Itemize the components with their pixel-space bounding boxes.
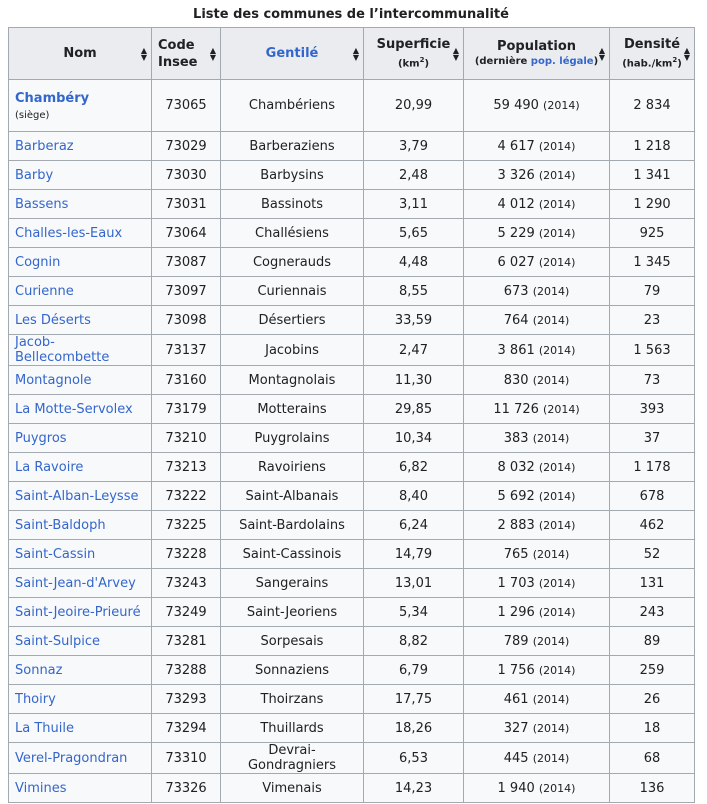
cell-code-insee: 73213 (152, 453, 221, 482)
cell-superficie: 14,79 (364, 540, 464, 569)
cell-superficie: 6,24 (364, 511, 464, 540)
cell-superficie: 2,47 (364, 335, 464, 366)
cell-gentile: Sorpesais (221, 627, 364, 656)
population-year: (2014) (532, 721, 570, 735)
column-header-superficie-label: Superficie (376, 36, 451, 52)
table-row (9, 453, 695, 482)
column-header-population[interactable] (464, 28, 610, 80)
cell-population (464, 511, 610, 540)
cell-nom (9, 627, 152, 656)
sort-icon[interactable]: ▲ ▼ (352, 45, 359, 62)
table-row (9, 482, 695, 511)
cell-code-insee: 73225 (152, 511, 221, 540)
cell-superficie: 5,34 (364, 598, 464, 627)
commune-link[interactable]: Les Déserts (15, 312, 91, 328)
cell-superficie: 6,79 (364, 656, 464, 685)
cell-densite: 243 (610, 598, 695, 627)
population-value: 1 756 (497, 662, 535, 678)
table-row (9, 569, 695, 598)
population-value: 830 (503, 372, 529, 388)
table-row (9, 743, 695, 774)
cell-gentile: Bassinots (221, 190, 364, 219)
cell-densite: 1 341 (610, 161, 695, 190)
column-header-nom-label: Nom (63, 46, 97, 61)
cell-code-insee: 73281 (152, 627, 221, 656)
commune-link[interactable]: Barby (15, 167, 54, 183)
population-value: 764 (503, 312, 529, 328)
column-header-gentile[interactable] (221, 28, 364, 80)
cell-nom (9, 685, 152, 714)
table-header-row (9, 28, 695, 80)
column-header-code-line1: Code (158, 37, 195, 53)
cell-population (464, 424, 610, 453)
cell-superficie: 4,48 (364, 248, 464, 277)
table-caption: Liste des communes de l’intercommunalité (193, 7, 509, 22)
population-value: 327 (503, 720, 529, 736)
cell-superficie: 6,53 (364, 743, 464, 774)
cell-gentile: Sonnaziens (221, 656, 364, 685)
sort-icon[interactable]: ▲ ▼ (598, 45, 605, 62)
table-row (9, 424, 695, 453)
cell-population (464, 132, 610, 161)
cell-superficie: 17,75 (364, 685, 464, 714)
population-value: 673 (503, 283, 529, 299)
cell-code-insee: 73098 (152, 306, 221, 335)
cell-nom (9, 395, 152, 424)
population-value: 789 (503, 633, 529, 649)
population-value: 8 032 (497, 459, 535, 475)
commune-link[interactable]: Verel-Pragondran (15, 750, 128, 766)
table-row (9, 598, 695, 627)
cell-densite: 678 (610, 482, 695, 511)
sort-icon[interactable]: ▲ ▼ (683, 45, 690, 62)
column-header-population-sub: (dernière pop. légale) (474, 56, 599, 67)
table-row (9, 540, 695, 569)
cell-superficie: 29,85 (364, 395, 464, 424)
commune-link[interactable]: Saint-Alban-Leysse (15, 488, 139, 504)
cell-nom (9, 598, 152, 627)
cell-gentile: Désertiers (221, 306, 364, 335)
population-year: (2014) (538, 605, 576, 619)
cell-nom (9, 482, 152, 511)
cell-densite: 1 345 (610, 248, 695, 277)
cell-densite: 37 (610, 424, 695, 453)
population-year: (2014) (538, 576, 576, 590)
commune-link[interactable]: La Motte-Servolex (15, 401, 133, 417)
cell-code-insee: 73179 (152, 395, 221, 424)
population-value: 4 012 (497, 196, 535, 212)
population-value: 4 617 (497, 138, 535, 154)
population-value: 59 490 (493, 98, 539, 113)
commune-link[interactable]: Puygros (15, 430, 67, 446)
cell-population (464, 277, 610, 306)
commune-link[interactable]: Saint-Cassin (15, 546, 96, 562)
cell-gentile: Chambériens (221, 80, 364, 132)
siege-label: (siège) (15, 109, 50, 121)
cell-superficie: 8,55 (364, 277, 464, 306)
population-value: 5 692 (497, 488, 535, 504)
table-row (9, 132, 695, 161)
table-row (9, 656, 695, 685)
table-row (9, 248, 695, 277)
population-value: 11 726 (493, 401, 539, 417)
table-row (9, 714, 695, 743)
cell-nom (9, 511, 152, 540)
commune-link[interactable]: Curienne (15, 283, 74, 299)
table-row (9, 219, 695, 248)
cell-nom (9, 453, 152, 482)
cell-densite: 925 (610, 219, 695, 248)
cell-gentile: Barbysins (221, 161, 364, 190)
table-row (9, 395, 695, 424)
cell-nom (9, 540, 152, 569)
cell-superficie: 2,48 (364, 161, 464, 190)
table-row (9, 190, 695, 219)
cell-code-insee: 73293 (152, 685, 221, 714)
cell-gentile: Curiennais (221, 277, 364, 306)
commune-link[interactable]: Thoiry (15, 691, 56, 707)
cell-code-insee: 73064 (152, 219, 221, 248)
cell-population (464, 366, 610, 395)
cell-densite: 136 (610, 774, 695, 803)
cell-superficie: 8,82 (364, 627, 464, 656)
table-row (9, 366, 695, 395)
cell-gentile: Motterains (221, 395, 364, 424)
column-header-superficie[interactable] (364, 28, 464, 80)
cell-densite: 73 (610, 366, 695, 395)
population-value: 765 (503, 546, 529, 562)
cell-densite: 89 (610, 627, 695, 656)
table-row (9, 774, 695, 803)
population-value: 1 703 (497, 575, 535, 591)
cell-population (464, 453, 610, 482)
cell-population (464, 395, 610, 424)
population-year: (2014) (538, 197, 576, 211)
population-value: 3 861 (497, 342, 535, 358)
communes-table (8, 27, 695, 803)
cell-code-insee: 73222 (152, 482, 221, 511)
table-body (9, 80, 695, 803)
commune-link[interactable]: Chambéry (15, 90, 90, 106)
commune-link[interactable]: La Ravoire (15, 459, 84, 475)
population-year: (2014) (532, 751, 570, 765)
cell-population (464, 714, 610, 743)
table-row (9, 627, 695, 656)
cell-densite: 1 178 (610, 453, 695, 482)
cell-population (464, 656, 610, 685)
cell-nom (9, 190, 152, 219)
cell-superficie: 18,26 (364, 714, 464, 743)
column-header-nom[interactable] (9, 28, 152, 80)
column-header-code-line2: Insee (158, 54, 198, 70)
population-year: (2014) (532, 547, 570, 561)
population-year: (2014) (538, 255, 576, 269)
population-value: 2 883 (497, 517, 535, 533)
cell-population (464, 306, 610, 335)
cell-nom (9, 335, 152, 366)
cell-population (464, 540, 610, 569)
pop-legale-link[interactable]: pop. légale (530, 56, 594, 67)
cell-densite: 79 (610, 277, 695, 306)
population-year: (2014) (532, 692, 570, 706)
cell-gentile: Vimenais (221, 774, 364, 803)
cell-gentile: Ravoiriens (221, 453, 364, 482)
table-row (9, 161, 695, 190)
sort-icon[interactable]: ▲ ▼ (140, 45, 147, 62)
cell-densite: 462 (610, 511, 695, 540)
cell-densite: 68 (610, 743, 695, 774)
population-year: (2014) (538, 226, 576, 240)
cell-code-insee: 73065 (152, 80, 221, 132)
cell-superficie: 8,40 (364, 482, 464, 511)
table-row (9, 335, 695, 366)
commune-link[interactable]: Vimines (15, 780, 67, 796)
cell-densite: 52 (610, 540, 695, 569)
cell-gentile: Cognerauds (221, 248, 364, 277)
cell-superficie: 3,79 (364, 132, 464, 161)
sort-icon[interactable]: ▲ ▼ (209, 45, 216, 62)
table-row (9, 511, 695, 540)
cell-superficie: 5,65 (364, 219, 464, 248)
cell-densite: 393 (610, 395, 695, 424)
cell-superficie: 6,82 (364, 453, 464, 482)
cell-population (464, 482, 610, 511)
commune-link[interactable]: Jacob-Bellecombette (15, 335, 110, 365)
commune-link[interactable]: Saint-Sulpice (15, 633, 100, 649)
population-value: 461 (503, 691, 529, 707)
table-row (9, 277, 695, 306)
cell-nom (9, 656, 152, 685)
cell-code-insee: 73210 (152, 424, 221, 453)
population-year: (2014) (538, 518, 576, 532)
column-header-densite-unit: $(hab./km^2)$ (622, 55, 682, 70)
cell-nom (9, 366, 152, 395)
cell-gentile: Challésiens (221, 219, 364, 248)
column-header-code-insee[interactable] (152, 28, 221, 80)
cell-nom (9, 743, 152, 774)
commune-link[interactable]: Bassens (15, 196, 69, 212)
cell-population (464, 190, 610, 219)
cell-gentile: Devrai-Gondragniers (221, 743, 364, 774)
cell-nom (9, 161, 152, 190)
table-row (9, 306, 695, 335)
cell-code-insee: 73288 (152, 656, 221, 685)
cell-nom (9, 306, 152, 335)
cell-gentile: Sangerains (221, 569, 364, 598)
column-header-densite[interactable] (610, 28, 695, 80)
table-row (9, 685, 695, 714)
cell-gentile: Thuillards (221, 714, 364, 743)
column-header-gentile-label[interactable]: Gentilé (265, 46, 319, 61)
sort-icon[interactable]: ▲ ▼ (452, 45, 459, 62)
cell-gentile: Puygrolains (221, 424, 364, 453)
cell-gentile: Barberaziens (221, 132, 364, 161)
column-header-densite-label: Densité (623, 36, 681, 52)
population-year: (2014) (538, 781, 576, 795)
population-value: 445 (503, 750, 529, 766)
cell-superficie: 14,23 (364, 774, 464, 803)
cell-superficie: 20,99 (364, 80, 464, 132)
cell-nom (9, 424, 152, 453)
cell-superficie: 11,30 (364, 366, 464, 395)
cell-gentile: Saint-Albanais (221, 482, 364, 511)
population-year: (2014) (532, 284, 570, 298)
cell-population (464, 598, 610, 627)
cell-gentile: Saint-Bardolains (221, 511, 364, 540)
cell-gentile: Thoirzans (221, 685, 364, 714)
cell-densite: 259 (610, 656, 695, 685)
cell-code-insee: 73243 (152, 569, 221, 598)
population-value: 5 229 (497, 225, 535, 241)
cell-code-insee: 73029 (152, 132, 221, 161)
commune-link[interactable]: Barberaz (15, 138, 74, 154)
population-year: (2014) (543, 99, 580, 112)
cell-population (464, 219, 610, 248)
cell-densite: 1 290 (610, 190, 695, 219)
population-year: (2014) (532, 431, 570, 445)
population-value: 1 296 (497, 604, 535, 620)
cell-superficie: 3,11 (364, 190, 464, 219)
cell-population (464, 743, 610, 774)
cell-code-insee: 73294 (152, 714, 221, 743)
cell-gentile: Saint-Cassinois (221, 540, 364, 569)
cell-densite: 23 (610, 306, 695, 335)
commune-link[interactable]: Montagnole (15, 372, 92, 388)
population-year: (2014) (532, 634, 570, 648)
cell-gentile: Saint-Jeoriens (221, 598, 364, 627)
cell-nom (9, 774, 152, 803)
cell-gentile: Jacobins (221, 335, 364, 366)
commune-link[interactable]: Saint-Jeoire-Prieuré (15, 604, 141, 620)
cell-densite: 18 (610, 714, 695, 743)
population-year: (2014) (538, 489, 576, 503)
cell-nom (9, 219, 152, 248)
cell-densite: 2 834 (610, 80, 695, 132)
commune-link[interactable]: Cognin (15, 254, 61, 270)
cell-nom (9, 277, 152, 306)
cell-code-insee: 73031 (152, 190, 221, 219)
population-year: (2014) (543, 402, 580, 416)
cell-population (464, 248, 610, 277)
cell-code-insee: 73326 (152, 774, 221, 803)
cell-superficie: 10,34 (364, 424, 464, 453)
population-value: 1 940 (497, 780, 535, 796)
cell-code-insee: 73097 (152, 277, 221, 306)
commune-link[interactable]: La Thuile (15, 720, 74, 736)
cell-nom (9, 714, 152, 743)
cell-densite: 1 563 (610, 335, 695, 366)
cell-code-insee: 73137 (152, 335, 221, 366)
cell-code-insee: 73030 (152, 161, 221, 190)
cell-population (464, 80, 610, 132)
population-year: (2014) (538, 663, 576, 677)
cell-densite: 131 (610, 569, 695, 598)
cell-population (464, 335, 610, 366)
cell-densite: 26 (610, 685, 695, 714)
cell-population (464, 569, 610, 598)
cell-code-insee: 73160 (152, 366, 221, 395)
cell-code-insee: 73310 (152, 743, 221, 774)
cell-nom (9, 80, 152, 132)
cell-gentile: Montagnolais (221, 366, 364, 395)
cell-superficie: 13,01 (364, 569, 464, 598)
population-value: 3 326 (497, 167, 535, 183)
population-value: 6 027 (497, 254, 535, 270)
commune-link[interactable]: Challes-les-Eaux (15, 225, 123, 241)
commune-link[interactable]: Sonnaz (15, 662, 63, 678)
population-value: 383 (503, 430, 529, 446)
cell-code-insee: 73228 (152, 540, 221, 569)
cell-population (464, 161, 610, 190)
population-year: (2014) (538, 343, 576, 357)
column-header-superficie-unit: $(km^2)$ (397, 55, 430, 70)
cell-nom (9, 569, 152, 598)
cell-superficie: 33,59 (364, 306, 464, 335)
cell-population (464, 774, 610, 803)
cell-population (464, 627, 610, 656)
population-year: (2014) (538, 168, 576, 182)
population-year: (2014) (538, 460, 576, 474)
commune-link[interactable]: Saint-Baldoph (15, 517, 106, 533)
column-header-population-label: Population (496, 39, 577, 54)
table-row (9, 80, 695, 132)
cell-code-insee: 73249 (152, 598, 221, 627)
commune-link[interactable]: Saint-Jean-d'Arvey (15, 575, 136, 591)
cell-nom (9, 132, 152, 161)
population-year: (2014) (532, 373, 570, 387)
cell-nom (9, 248, 152, 277)
population-year: (2014) (532, 313, 570, 327)
cell-densite: 1 218 (610, 132, 695, 161)
cell-population (464, 685, 610, 714)
population-year: (2014) (538, 139, 576, 153)
cell-code-insee: 73087 (152, 248, 221, 277)
